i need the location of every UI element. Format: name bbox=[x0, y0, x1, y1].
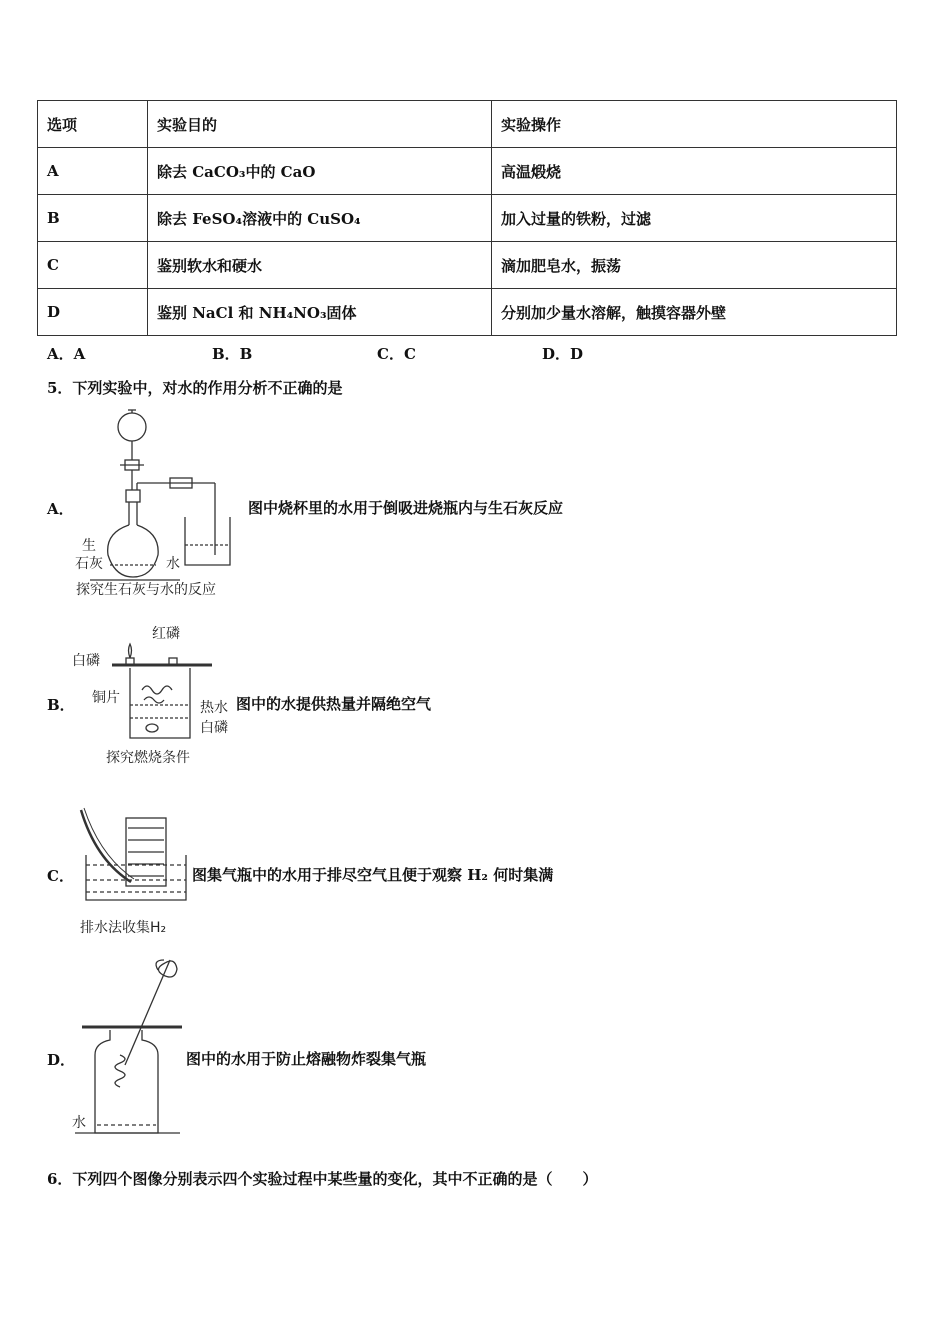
fig-a-label-1: 生 bbox=[82, 538, 96, 554]
header-cell: 选项 bbox=[38, 101, 148, 148]
fig-a-label-2: 石灰 bbox=[75, 556, 103, 572]
fig-b-caption: 探究燃烧条件 bbox=[106, 750, 190, 766]
fig-b-label-copper: 铜片 bbox=[92, 690, 120, 706]
q5-option-d-label[interactable]: D． bbox=[47, 1051, 76, 1069]
fig-b-label-white-p-2: 白磷 bbox=[200, 720, 228, 736]
cell-option: D bbox=[38, 289, 148, 336]
q4-table bbox=[37, 100, 897, 336]
q4-option-c[interactable]: C．C bbox=[377, 345, 416, 363]
q4-option-d[interactable]: D．D bbox=[542, 345, 584, 363]
cell-purpose: 除去 FeSO₄溶液中的 CuSO₄ bbox=[148, 195, 492, 242]
table-row bbox=[38, 242, 897, 289]
cell-option: B bbox=[38, 195, 148, 242]
fig-d-label-water: 水 bbox=[72, 1115, 86, 1131]
fig-a-label-3: 水 bbox=[166, 556, 180, 572]
q5-option-b-text: 图中的水提供热量并隔绝空气 bbox=[236, 695, 432, 713]
cell-purpose: 鉴别软水和硬水 bbox=[148, 242, 492, 289]
cell-operation: 滴加肥皂水，振荡 bbox=[492, 242, 897, 289]
cell-option: C bbox=[38, 242, 148, 289]
fig-a-caption: 探究生石灰与水的反应 bbox=[76, 582, 216, 598]
cell-operation: 分别加少量水溶解，触摸容器外壁 bbox=[492, 289, 897, 336]
q5-option-c-label[interactable]: C． bbox=[47, 867, 74, 885]
fig-c-caption: 排水法收集H₂ bbox=[80, 920, 167, 936]
figure-iron-combustion bbox=[70, 955, 190, 1140]
table-row bbox=[38, 148, 897, 195]
header-cell: 实验操作 bbox=[492, 101, 897, 148]
q4-option-b[interactable]: B．B bbox=[212, 345, 253, 363]
q4-options bbox=[47, 343, 747, 363]
cell-operation: 高温煅烧 bbox=[492, 148, 897, 195]
q5-option-b-label[interactable]: B． bbox=[47, 696, 75, 714]
figure-lime-water-apparatus bbox=[70, 405, 260, 600]
cell-option: A bbox=[38, 148, 148, 195]
cell-purpose: 鉴别 NaCl 和 NH₄NO₃固体 bbox=[148, 289, 492, 336]
q5-option-d-text: 图中的水用于防止熔融物炸裂集气瓶 bbox=[186, 1050, 427, 1068]
q6-stem: 6．下列四个图像分别表示四个实验过程中某些量的变化，其中不正确的是（ ） bbox=[47, 1170, 598, 1188]
fig-b-label-white-p: 白磷 bbox=[72, 653, 100, 669]
q5-option-a-text: 图中烧杯里的水用于倒吸进烧瓶内与生石灰反应 bbox=[248, 499, 564, 517]
figure-combustion-apparatus bbox=[72, 620, 242, 770]
figure-gas-collection bbox=[76, 800, 196, 945]
table-header-row bbox=[38, 101, 897, 148]
q5-option-c-text: 图集气瓶中的水用于排尽空气且便于观察 H₂ 何时集满 bbox=[192, 866, 554, 884]
q5-stem: 5．下列实验中，对水的作用分析不正确的是 bbox=[47, 379, 343, 397]
cell-purpose: 除去 CaCO₃中的 CaO bbox=[148, 148, 492, 195]
q5-option-a-label[interactable]: A． bbox=[47, 500, 74, 518]
q4-option-a[interactable]: A．A bbox=[47, 345, 86, 363]
cell-operation: 加入过量的铁粉，过滤 bbox=[492, 195, 897, 242]
header-cell: 实验目的 bbox=[148, 101, 492, 148]
table-row bbox=[38, 289, 897, 336]
fig-b-label-red-p: 红磷 bbox=[152, 626, 180, 642]
table-row bbox=[38, 195, 897, 242]
fig-b-label-hot-water: 热水 bbox=[200, 700, 228, 716]
